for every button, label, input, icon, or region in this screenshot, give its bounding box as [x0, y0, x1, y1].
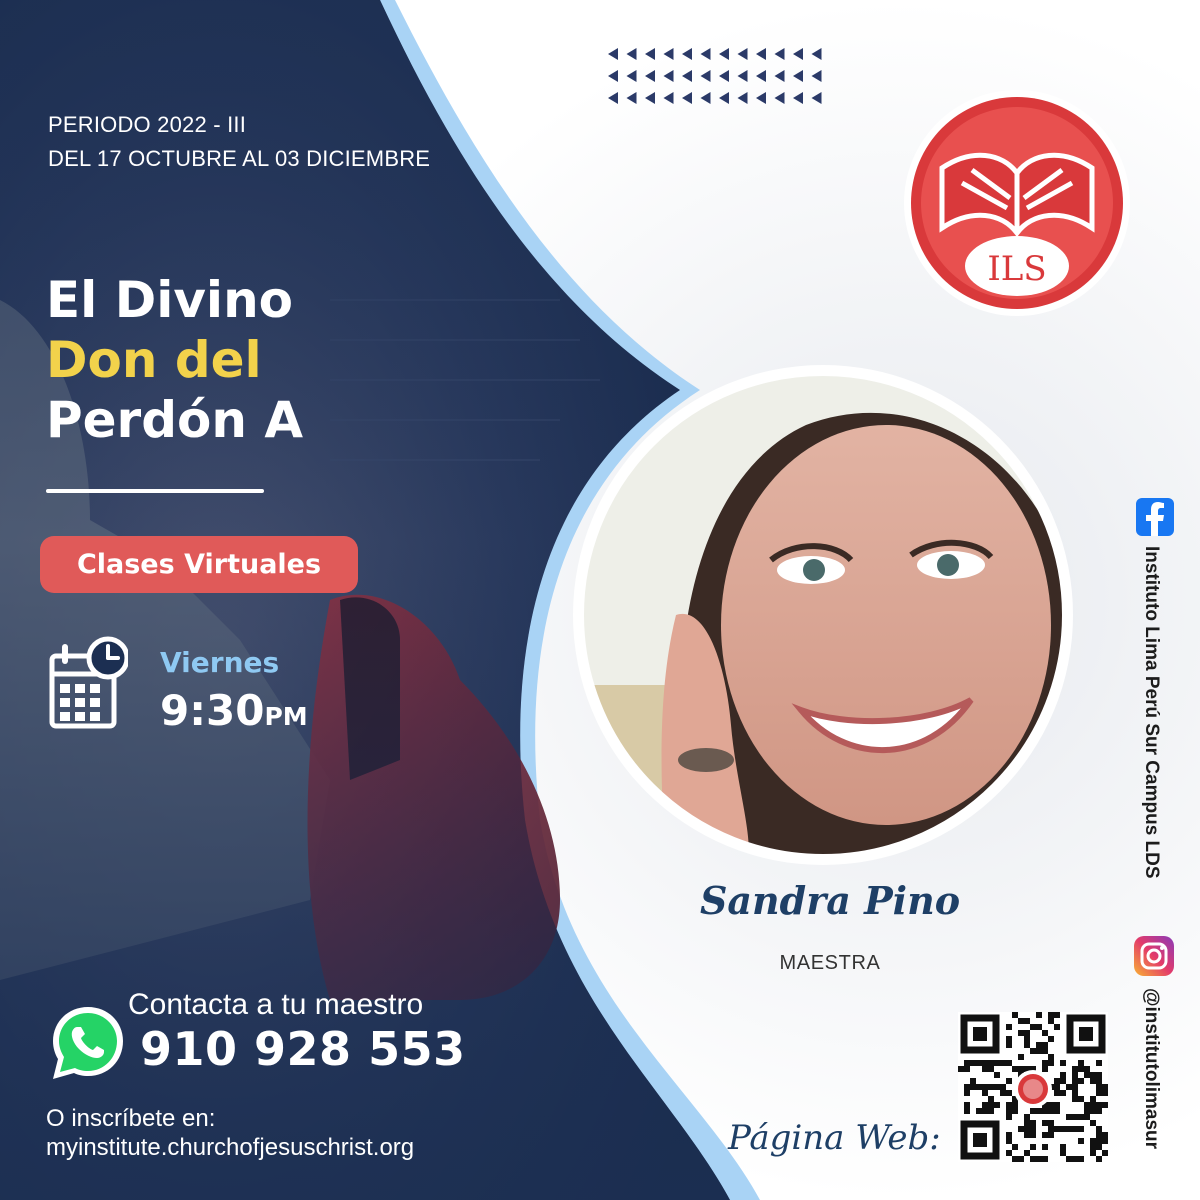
class-time-ampm: PM: [264, 702, 308, 731]
teacher-role: MAESTRA: [779, 952, 881, 974]
class-day: Viernes: [160, 646, 280, 679]
arrow-pattern-decoration: [604, 44, 834, 104]
facebook-handle[interactable]: Instituto Lima Perú Sur Campus LDS: [1141, 546, 1162, 879]
contact-phone[interactable]: 910 928 553: [140, 1022, 466, 1076]
period-info: [48, 108, 430, 176]
title-divider: [46, 489, 264, 493]
title-line-2: Don del: [46, 331, 262, 389]
period-dates: DEL 17 OCTUBRE AL 03 DICIEMBRE: [48, 146, 431, 171]
teacher-name: Sandra Pino: [699, 878, 961, 923]
class-type-badge: Clases Virtuales: [40, 536, 358, 593]
period-label: PERIODO 2022 - III: [48, 112, 247, 137]
class-time-value: 9:30: [160, 686, 265, 735]
teacher-photo: [556, 365, 1090, 865]
web-label: Página Web:: [728, 1118, 941, 1158]
enroll-label: O inscríbete en:: [46, 1105, 216, 1132]
class-time: [160, 686, 308, 735]
contact-label: Contacta a tu maestro: [128, 988, 424, 1021]
instagram-handle[interactable]: @institutolimasur: [1141, 988, 1162, 1150]
facebook-icon[interactable]: [1136, 498, 1174, 536]
ils-logo: [902, 88, 1132, 318]
title-line-3: Perdón A: [46, 391, 304, 449]
calendar-clock-icon: [48, 636, 128, 732]
logo-text: ILS: [987, 249, 1047, 289]
qr-code[interactable]: [958, 1012, 1108, 1162]
enroll-url[interactable]: myinstitute.churchofjesuschrist.org: [46, 1134, 415, 1161]
whatsapp-icon: [48, 1003, 128, 1083]
title-line-1: El Divino: [46, 271, 294, 329]
enroll-info: [46, 1104, 414, 1162]
course-title: [46, 270, 303, 450]
instagram-icon[interactable]: [1134, 936, 1174, 976]
